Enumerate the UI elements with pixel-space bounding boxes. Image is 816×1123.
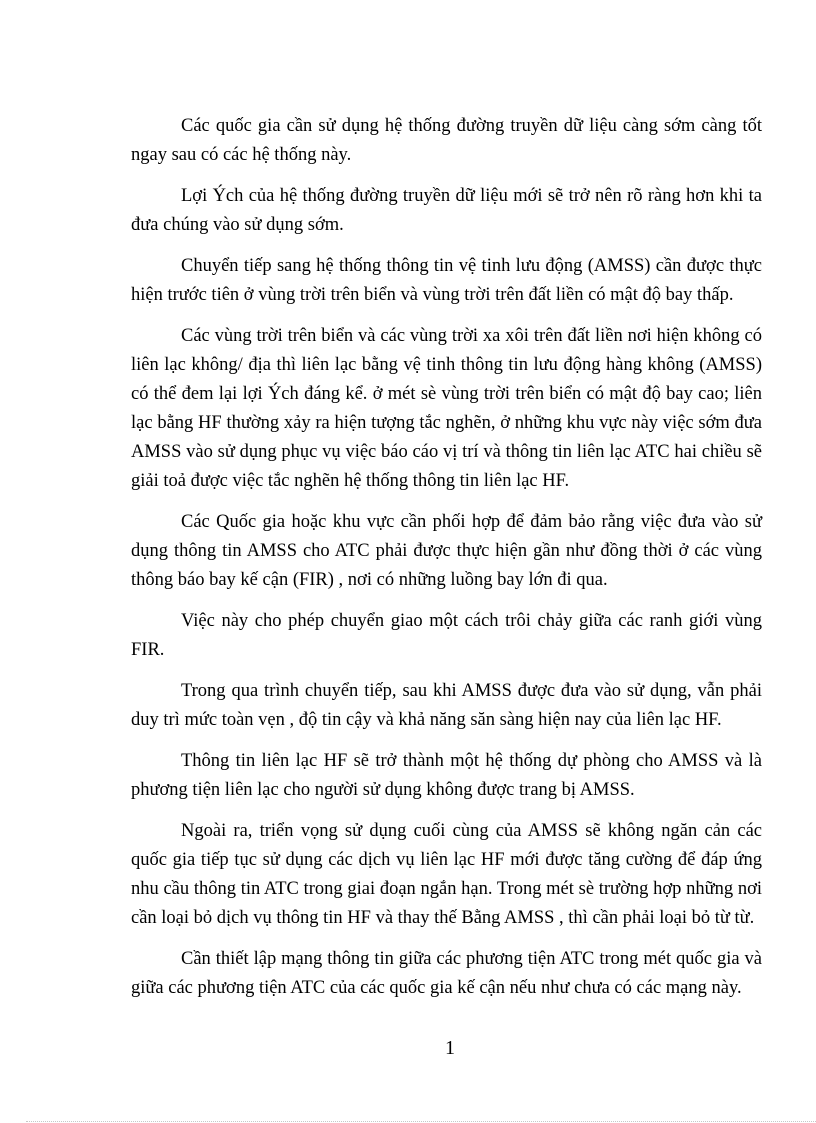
paragraph-2: Lợi Ých của hệ thống đường truyền dữ liệu mới sẽ trở nên rõ ràng hơn khi ta đưa chúng vào sử dụng sớm. (131, 186, 762, 235)
paragraph-6: Việc này cho phép chuyển giao một cách trôi chảy giữa các ranh giới vùng FIR. (131, 611, 762, 660)
paragraph-8: Thông tin liên lạc HF sẽ trở thành một hệ thống dự phòng cho AMSS và là phương tiện liên lạc cho người sử dụng không được trang bị AMSS. (131, 751, 762, 800)
paragraph-5: Các Quốc gia hoặc khu vực cần phối hợp để đảm bảo rằng việc đưa vào sử dụng thông tin AMSS cho ATC phải được thực hiện gần như đồng thời ở các vùng thông báo bay kế cận (FIR) , nơi có những luồng bay lớn đi qua. (131, 512, 762, 590)
document-body (131, 112, 762, 1015)
paragraph-1: Các quốc gia cần sử dụng hệ thống đường truyền dữ liệu càng sớm càng tốt ngay sau có các hệ thống này. (131, 116, 762, 165)
page-bottom-divider (26, 1121, 816, 1122)
paragraph-9: Ngoài ra, triển vọng sử dụng cuối cùng của AMSS sẽ không ngăn cản các quốc gia tiếp tục sử dụng các dịch vụ liên lạc HF mới được tăng cường để đáp ứng nhu cầu thông tin ATC trong giai đoạn ngắn hạn. Trong mét sè trường hợp những nơi cần loại bỏ dịch vụ thông tin HF và thay thế Bằng AMSS , thì cần phải loại bỏ từ từ. (131, 821, 762, 928)
page-number: 1 (445, 1037, 455, 1059)
paragraph-7: Trong qua trình chuyển tiếp, sau khi AMSS được đưa vào sử dụng, vẫn phải duy trì mức toàn vẹn , độ tin cậy và khả năng săn sàng hiện nay của liên lạc HF. (131, 681, 762, 730)
paragraph-3: Chuyển tiếp sang hệ thống thông tin vệ tinh lưu động (AMSS) cần được thực hiện trước tiên ở vùng trời trên biển và vùng trời trên đất liền có mật độ bay thấp. (131, 256, 762, 305)
paragraph-4: Các vùng trời trên biển và các vùng trời xa xôi trên đất liền nơi hiện không có liên lạc không/ địa thì liên lạc bằng vệ tinh thông tin lưu động hàng không (AMSS) có thể đem lại lợi Ých đáng kể. ở mét sè vùng trời trên biển có mật độ bay cao; liên lạc bằng HF thường xảy ra hiện tượng tắc nghẽn, ở những khu vực này việc sớm đưa AMSS vào sử dụng phục vụ việc báo cáo vị trí và thông tin liên lạc ATC hai chiều sẽ giải toả được việc tắc nghẽn hệ thống thông tin liên lạc HF. (131, 326, 762, 491)
paragraph-10: Cần thiết lập mạng thông tin giữa các phương tiện ATC trong mét quốc gia và giữa các phương tiện ATC của các quốc gia kế cận nếu như chưa có các mạng này. (131, 949, 762, 998)
